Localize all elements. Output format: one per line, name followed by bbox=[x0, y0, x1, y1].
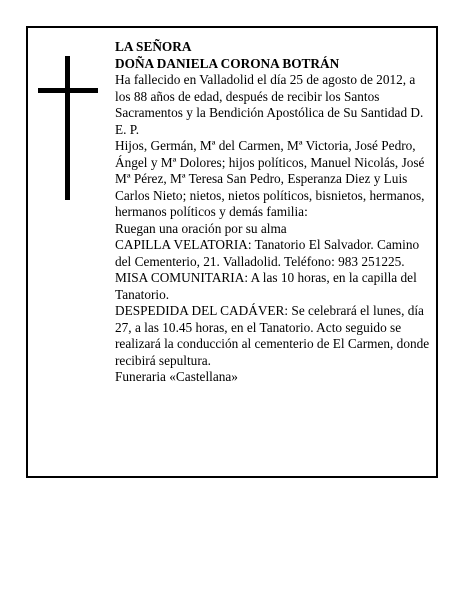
death-announcement-paragraph: Ha fallecido en Valladolid el día 25 de agosto de 2012, a los 88 años de edad, después de recibir los Santos Sacramentos y la Bendición Apostólica de Su Santidad D. E. P. bbox=[115, 72, 424, 137]
wake-chapel-paragraph: CAPILLA VELATORIA: Tanatorio El Salvador. Camino del Cementerio, 21. Valladolid. Teléfono: 983 251225. bbox=[115, 237, 420, 269]
funeral-home-paragraph: Funeraria «Castellana» bbox=[115, 369, 238, 384]
cross-horizontal-bar bbox=[38, 88, 98, 93]
farewell-paragraph: DESPEDIDA DEL CADÁVER: Se celebrará el lunes, día 27, a las 10.45 horas, en el Tanatorio. Acto seguido se realizará la conducción al cementerio de El Carmen, donde recibirá sepultura. bbox=[115, 303, 430, 368]
prayer-request-paragraph: Ruegan una oración por su alma bbox=[115, 220, 287, 236]
notice-body bbox=[115, 39, 433, 386]
family-paragraph: Hijos, Germán, Mª del Carmen, Mª Victoria, José Pedro, Ángel y Mª Dolores; hijos políticos, Manuel Nicolás, José Mª Pérez, Mª Teresa San Pedro, Esperanza Diez y Luis Carlos Nieto; nietos, nietos políticos, bisnietos, hermanos, hermanos políticos y demás familia: bbox=[115, 138, 425, 219]
mass-paragraph: MISA COMUNITARIA: A las 10 horas, en la capilla del Tanatorio. bbox=[115, 270, 417, 302]
obituary-notice bbox=[26, 26, 438, 478]
notice-title-line-1: LA SEÑORA bbox=[115, 39, 192, 54]
cross-icon bbox=[38, 56, 98, 200]
cross-vertical-bar bbox=[65, 56, 70, 200]
deceased-name: DOÑA DANIELA CORONA BOTRÁN bbox=[115, 55, 340, 71]
